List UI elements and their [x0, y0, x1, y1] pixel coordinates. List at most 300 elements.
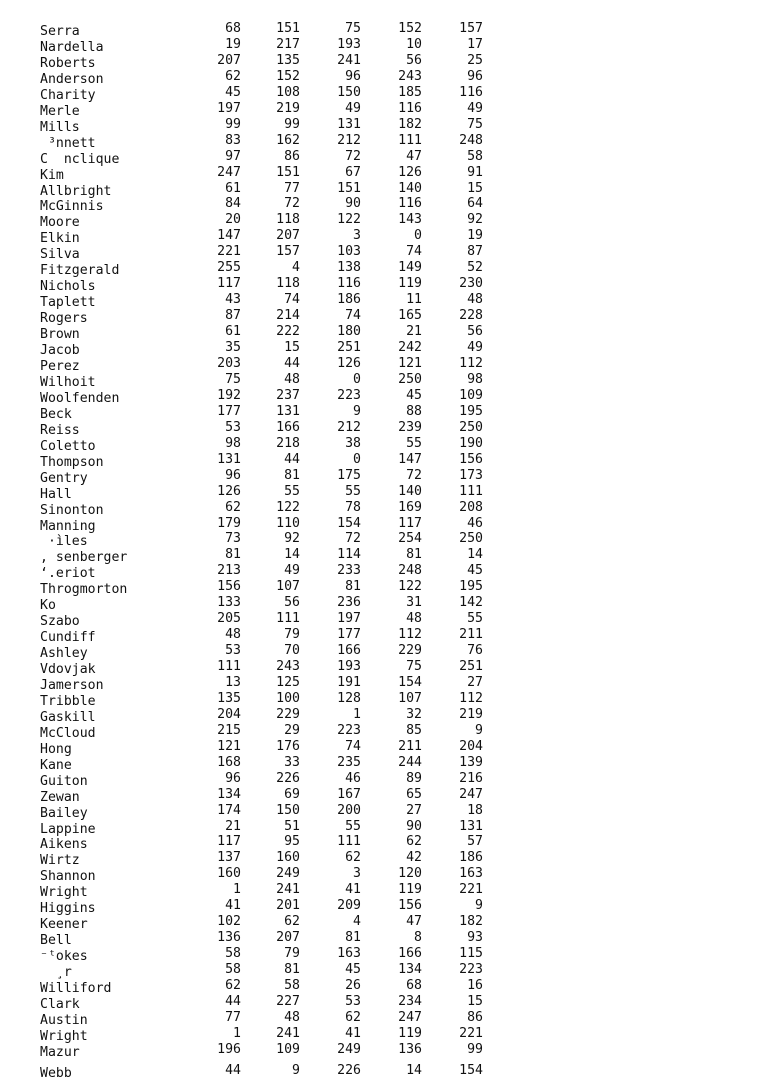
value-cell-4: 116: [398, 196, 422, 212]
table-row: [0, 787, 760, 803]
value-cell-3: 90: [345, 196, 361, 212]
table-row: [0, 882, 760, 901]
value-cell-5: 49: [467, 340, 483, 355]
value-cell-2: 107: [276, 579, 300, 595]
table-row: [0, 500, 760, 516]
value-cell-3: 131: [337, 116, 361, 132]
value-cell-2: 226: [276, 770, 300, 786]
value-cell-2: 160: [276, 850, 300, 866]
value-cell-4: 112: [398, 627, 422, 643]
value-cell-2: 150: [276, 802, 300, 818]
value-cell-4: 143: [398, 212, 422, 228]
value-cell-4: 90: [406, 818, 422, 834]
table-row: [0, 276, 760, 295]
value-cell-2: 9: [292, 1063, 300, 1078]
value-cell-1: 96: [225, 770, 241, 786]
table-row: [0, 850, 760, 869]
value-cell-3: 241: [337, 52, 361, 68]
row-name: Hall: [40, 486, 72, 502]
value-cell-1: 77: [225, 1009, 241, 1025]
value-cell-4: 234: [398, 993, 422, 1009]
row-name: Beck: [40, 406, 72, 422]
value-cell-1: 98: [225, 435, 241, 451]
value-cell-4: 119: [398, 882, 422, 898]
table-row: [0, 1010, 760, 1026]
value-cell-1: 62: [225, 499, 241, 515]
value-cell-2: 125: [276, 674, 300, 690]
table-row: [0, 739, 760, 755]
table-row: [0, 340, 760, 356]
value-cell-4: 116: [398, 100, 422, 116]
value-cell-3: 191: [337, 674, 361, 690]
value-cell-2: 118: [276, 212, 300, 228]
table-row: [0, 627, 760, 646]
value-cell-4: 149: [398, 260, 422, 276]
value-cell-2: 207: [276, 930, 300, 946]
value-cell-1: 207: [217, 52, 241, 68]
value-cell-3: 150: [337, 84, 361, 100]
value-cell-1: 58: [225, 962, 241, 977]
value-cell-1: 1: [233, 1025, 241, 1041]
table-row: [0, 308, 760, 327]
row-name: Jacob: [40, 343, 80, 358]
value-cell-1: 111: [217, 659, 241, 674]
table-row: [0, 914, 760, 933]
value-cell-2: 218: [276, 435, 300, 451]
row-name: Merle: [40, 103, 80, 119]
table-row: [0, 37, 760, 53]
table-row: [0, 755, 760, 771]
value-cell-3: 166: [337, 643, 361, 658]
row-name: Coletto: [40, 438, 96, 454]
table-row: [0, 595, 760, 614]
value-cell-1: 160: [217, 866, 241, 882]
value-cell-4: 0: [414, 228, 422, 244]
value-cell-4: 47: [406, 148, 422, 164]
table-row: [0, 196, 760, 215]
value-cell-1: 177: [217, 403, 241, 419]
row-name: Zewan: [40, 789, 80, 805]
value-cell-1: 44: [225, 1063, 241, 1078]
value-cell-1: 61: [225, 324, 241, 340]
value-cell-4: 239: [398, 419, 422, 435]
value-cell-4: 120: [398, 866, 422, 882]
value-cell-1: 41: [225, 898, 241, 914]
value-cell-2: 222: [276, 324, 300, 340]
value-cell-5: 182: [459, 914, 483, 930]
value-cell-5: 142: [459, 595, 483, 611]
value-cell-2: 14: [284, 547, 300, 563]
value-cell-5: 16: [467, 978, 483, 993]
value-cell-5: 55: [467, 611, 483, 627]
value-cell-2: 58: [284, 978, 300, 993]
value-cell-4: 81: [406, 547, 422, 563]
value-cell-2: 15: [284, 340, 300, 355]
table-row: [0, 117, 760, 133]
value-cell-2: 44: [284, 355, 300, 371]
value-cell-5: 251: [459, 659, 483, 674]
value-cell-5: 96: [467, 68, 483, 84]
row-name: Roberts: [40, 55, 96, 71]
value-cell-5: 247: [459, 786, 483, 802]
value-cell-2: 118: [276, 276, 300, 292]
value-cell-4: 55: [406, 435, 422, 451]
value-cell-3: 233: [337, 563, 361, 579]
table-row: [0, 212, 760, 231]
value-cell-2: 29: [284, 722, 300, 738]
table-row: [0, 468, 760, 484]
value-cell-3: 163: [337, 946, 361, 962]
value-cell-5: 9: [475, 898, 483, 914]
table-row: [0, 531, 760, 550]
value-cell-1: 19: [225, 37, 241, 52]
value-cell-3: 38: [345, 435, 361, 451]
value-cell-3: 197: [337, 611, 361, 627]
row-name: Szabo: [40, 614, 80, 630]
value-cell-4: 169: [398, 499, 422, 515]
table-row: [0, 659, 760, 675]
row-name: Anderson: [40, 71, 104, 87]
value-cell-3: 212: [337, 419, 361, 435]
value-cell-5: 248: [459, 132, 483, 148]
value-cell-5: 228: [459, 308, 483, 324]
value-cell-2: 214: [276, 308, 300, 324]
table-row: [0, 579, 760, 598]
value-cell-3: 96: [345, 68, 361, 84]
value-cell-1: 134: [217, 786, 241, 802]
value-cell-3: 226: [337, 1063, 361, 1078]
row-name: Wright: [40, 1028, 88, 1044]
table-row: [0, 994, 760, 1010]
value-cell-2: 219: [276, 100, 300, 116]
value-cell-3: 114: [337, 547, 361, 563]
value-cell-2: 166: [276, 419, 300, 435]
row-name: Higgins: [40, 901, 96, 917]
value-cell-3: 175: [337, 467, 361, 483]
value-cell-5: 75: [467, 116, 483, 132]
table-row: [0, 101, 760, 117]
value-cell-5: 116: [459, 84, 483, 100]
table-row: [0, 1042, 760, 1058]
table-row: [0, 484, 760, 500]
table-row: [0, 244, 760, 263]
value-cell-5: 173: [459, 467, 483, 483]
value-cell-5: 221: [459, 1025, 483, 1041]
row-name: Kim: [40, 167, 64, 183]
value-cell-5: 190: [459, 435, 483, 451]
value-cell-4: 152: [398, 21, 422, 36]
row-name: Nardella: [40, 40, 104, 55]
value-cell-4: 45: [406, 387, 422, 403]
value-cell-3: 9: [353, 403, 361, 419]
value-cell-3: 0: [353, 371, 361, 387]
row-name: Gaskill: [40, 709, 96, 725]
value-cell-4: 147: [398, 451, 422, 467]
value-cell-3: 212: [337, 132, 361, 148]
value-cell-5: 25: [467, 52, 483, 68]
value-cell-5: 163: [459, 866, 483, 882]
row-name: Clark: [40, 996, 80, 1012]
value-cell-2: 81: [284, 467, 300, 483]
value-cell-3: 49: [345, 100, 361, 116]
value-cell-2: 74: [284, 292, 300, 308]
row-name: ⁻ᵗokes: [40, 949, 88, 965]
row-name: Webb: [40, 1066, 72, 1081]
row-name: ‘.eriot: [40, 566, 96, 582]
value-cell-3: 46: [345, 770, 361, 786]
value-cell-2: 157: [276, 244, 300, 260]
row-name: Thompson: [40, 454, 104, 470]
value-cell-5: 99: [467, 1041, 483, 1057]
value-cell-3: 249: [337, 1041, 361, 1057]
value-cell-1: 99: [225, 116, 241, 132]
table-row: [0, 819, 760, 835]
value-cell-3: 180: [337, 324, 361, 340]
value-cell-5: 19: [467, 228, 483, 244]
value-cell-1: 131: [217, 451, 241, 467]
table-row: [0, 181, 760, 197]
value-cell-1: 53: [225, 643, 241, 658]
value-cell-1: 203: [217, 355, 241, 371]
table-row: [0, 563, 760, 582]
value-cell-4: 122: [398, 579, 422, 595]
value-cell-5: 139: [459, 754, 483, 770]
value-cell-1: 121: [217, 738, 241, 754]
value-cell-2: 176: [276, 738, 300, 754]
value-cell-5: 219: [459, 706, 483, 722]
value-cell-3: 151: [337, 180, 361, 196]
value-cell-5: 131: [459, 818, 483, 834]
value-cell-1: 21: [225, 818, 241, 834]
value-cell-4: 89: [406, 770, 422, 786]
value-cell-2: 49: [284, 563, 300, 579]
value-cell-2: 86: [284, 148, 300, 164]
value-cell-4: 10: [406, 37, 422, 52]
table-row: [0, 898, 760, 917]
value-cell-3: 111: [337, 834, 361, 850]
value-cell-2: 69: [284, 786, 300, 802]
value-cell-4: 250: [398, 371, 422, 387]
value-cell-3: 223: [337, 387, 361, 403]
value-cell-2: 48: [284, 371, 300, 387]
value-cell-3: 55: [345, 818, 361, 834]
value-cell-5: 15: [467, 993, 483, 1009]
value-cell-5: 211: [459, 627, 483, 643]
row-name: Rogers: [40, 311, 88, 327]
value-cell-4: 121: [398, 355, 422, 371]
row-name: C nclique: [40, 151, 120, 167]
row-name: Cundiff: [40, 630, 96, 646]
value-cell-1: 44: [225, 993, 241, 1009]
value-cell-4: 65: [406, 786, 422, 802]
value-cell-2: 135: [276, 52, 300, 68]
value-cell-2: 79: [284, 627, 300, 643]
value-cell-1: 20: [225, 212, 241, 228]
value-cell-5: 9: [475, 722, 483, 738]
value-cell-3: 81: [345, 579, 361, 595]
row-name: Kane: [40, 757, 72, 773]
value-cell-4: 56: [406, 52, 422, 68]
value-cell-3: 167: [337, 786, 361, 802]
value-cell-3: 128: [337, 690, 361, 706]
value-cell-5: 64: [467, 196, 483, 212]
value-cell-3: 3: [353, 866, 361, 882]
value-cell-4: 31: [406, 595, 422, 611]
row-name: Moore: [40, 215, 80, 231]
value-cell-5: 58: [467, 148, 483, 164]
value-cell-5: 230: [459, 276, 483, 292]
value-cell-3: 67: [345, 164, 361, 180]
table-row: [0, 547, 760, 566]
row-name: Gentry: [40, 470, 88, 486]
value-cell-3: 41: [345, 882, 361, 898]
value-cell-3: 200: [337, 802, 361, 818]
row-name: Bell: [40, 933, 72, 949]
row-name: Aikens: [40, 837, 88, 853]
row-name: Throgmorton: [40, 582, 128, 598]
value-cell-1: 61: [225, 180, 241, 196]
value-cell-2: 243: [276, 659, 300, 674]
value-cell-5: 93: [467, 930, 483, 946]
row-name: Elkin: [40, 231, 80, 247]
value-cell-1: 84: [225, 196, 241, 212]
table-row: [0, 85, 760, 101]
value-cell-4: 14: [406, 1063, 422, 1078]
value-cell-1: 75: [225, 371, 241, 387]
value-cell-2: 207: [276, 228, 300, 244]
value-cell-3: 116: [337, 276, 361, 292]
value-cell-1: 205: [217, 611, 241, 627]
value-cell-4: 117: [398, 515, 422, 531]
row-name: Hong: [40, 741, 72, 757]
value-cell-4: 88: [406, 403, 422, 419]
value-cell-3: 235: [337, 754, 361, 770]
value-cell-3: 0: [353, 451, 361, 467]
value-cell-3: 122: [337, 212, 361, 228]
value-cell-5: 86: [467, 1009, 483, 1025]
value-cell-2: 99: [284, 116, 300, 132]
value-cell-5: 18: [467, 802, 483, 818]
row-name: Mills: [40, 119, 80, 135]
value-cell-5: 156: [459, 451, 483, 467]
value-cell-4: 21: [406, 324, 422, 340]
value-cell-5: 92: [467, 212, 483, 228]
value-cell-4: 68: [406, 978, 422, 993]
row-name: Vdovjak: [40, 662, 96, 677]
row-name: Silva: [40, 247, 80, 263]
value-cell-3: 4: [353, 914, 361, 930]
value-cell-2: 95: [284, 834, 300, 850]
value-cell-5: 204: [459, 738, 483, 754]
value-cell-2: 44: [284, 451, 300, 467]
value-cell-5: 111: [459, 483, 483, 499]
value-cell-4: 140: [398, 180, 422, 196]
value-cell-1: 48: [225, 627, 241, 643]
value-cell-1: 83: [225, 132, 241, 148]
value-cell-4: 107: [398, 690, 422, 706]
value-cell-2: 152: [276, 68, 300, 84]
row-name: Manning: [40, 518, 96, 534]
row-name: Perez: [40, 358, 80, 374]
value-cell-2: 72: [284, 196, 300, 212]
value-cell-1: 247: [217, 164, 241, 180]
table-row: [0, 436, 760, 452]
value-cell-4: 8: [414, 930, 422, 946]
value-cell-5: 221: [459, 882, 483, 898]
value-cell-5: 250: [459, 419, 483, 435]
value-cell-5: 91: [467, 164, 483, 180]
table-row: [0, 372, 760, 388]
value-cell-1: 35: [225, 340, 241, 355]
row-name: Taplett: [40, 295, 96, 311]
table-row: [0, 53, 760, 69]
row-name: ³nnett: [40, 135, 96, 151]
table-row: [0, 1026, 760, 1042]
value-cell-3: 74: [345, 308, 361, 324]
table-row: [0, 803, 760, 819]
value-cell-4: 62: [406, 834, 422, 850]
row-name: Shannon: [40, 869, 96, 885]
row-name: Wilhoit: [40, 374, 96, 390]
value-cell-1: 192: [217, 387, 241, 403]
value-cell-1: 174: [217, 802, 241, 818]
value-cell-1: 213: [217, 563, 241, 579]
table-row: [0, 675, 760, 691]
value-cell-4: 185: [398, 84, 422, 100]
value-cell-4: 75: [406, 659, 422, 674]
value-cell-2: 48: [284, 1009, 300, 1025]
value-cell-5: 45: [467, 563, 483, 579]
value-cell-1: 126: [217, 483, 241, 499]
value-cell-1: 73: [225, 531, 241, 547]
value-cell-5: 250: [459, 531, 483, 547]
value-cell-1: 97: [225, 148, 241, 164]
value-cell-1: 156: [217, 579, 241, 595]
value-cell-5: 157: [459, 21, 483, 36]
value-cell-4: 134: [398, 962, 422, 977]
table-row: [0, 723, 760, 739]
value-cell-4: 27: [406, 802, 422, 818]
value-cell-5: 216: [459, 770, 483, 786]
value-cell-1: 1: [233, 882, 241, 898]
value-cell-5: 56: [467, 324, 483, 340]
value-cell-4: 211: [398, 738, 422, 754]
value-cell-5: 112: [459, 690, 483, 706]
value-cell-4: 156: [398, 898, 422, 914]
row-name: Woolfenden: [40, 390, 120, 406]
row-name: Mazur: [40, 1044, 80, 1060]
value-cell-5: 14: [467, 547, 483, 563]
value-cell-5: 195: [459, 403, 483, 419]
value-cell-5: 223: [459, 962, 483, 977]
value-cell-4: 48: [406, 611, 422, 627]
value-cell-1: 13: [225, 674, 241, 690]
table-row: [0, 866, 760, 885]
value-cell-2: 151: [276, 164, 300, 180]
value-cell-3: 251: [337, 340, 361, 355]
value-cell-3: 103: [337, 244, 361, 260]
value-cell-2: 77: [284, 180, 300, 196]
value-cell-5: 115: [459, 946, 483, 962]
row-name: Tribble: [40, 693, 96, 709]
value-cell-5: 109: [459, 387, 483, 403]
value-cell-2: 79: [284, 946, 300, 962]
value-cell-4: 111: [398, 132, 422, 148]
value-cell-5: 186: [459, 850, 483, 866]
row-name: Brown: [40, 327, 80, 343]
value-cell-4: 247: [398, 1009, 422, 1025]
value-cell-5: 17: [467, 37, 483, 52]
